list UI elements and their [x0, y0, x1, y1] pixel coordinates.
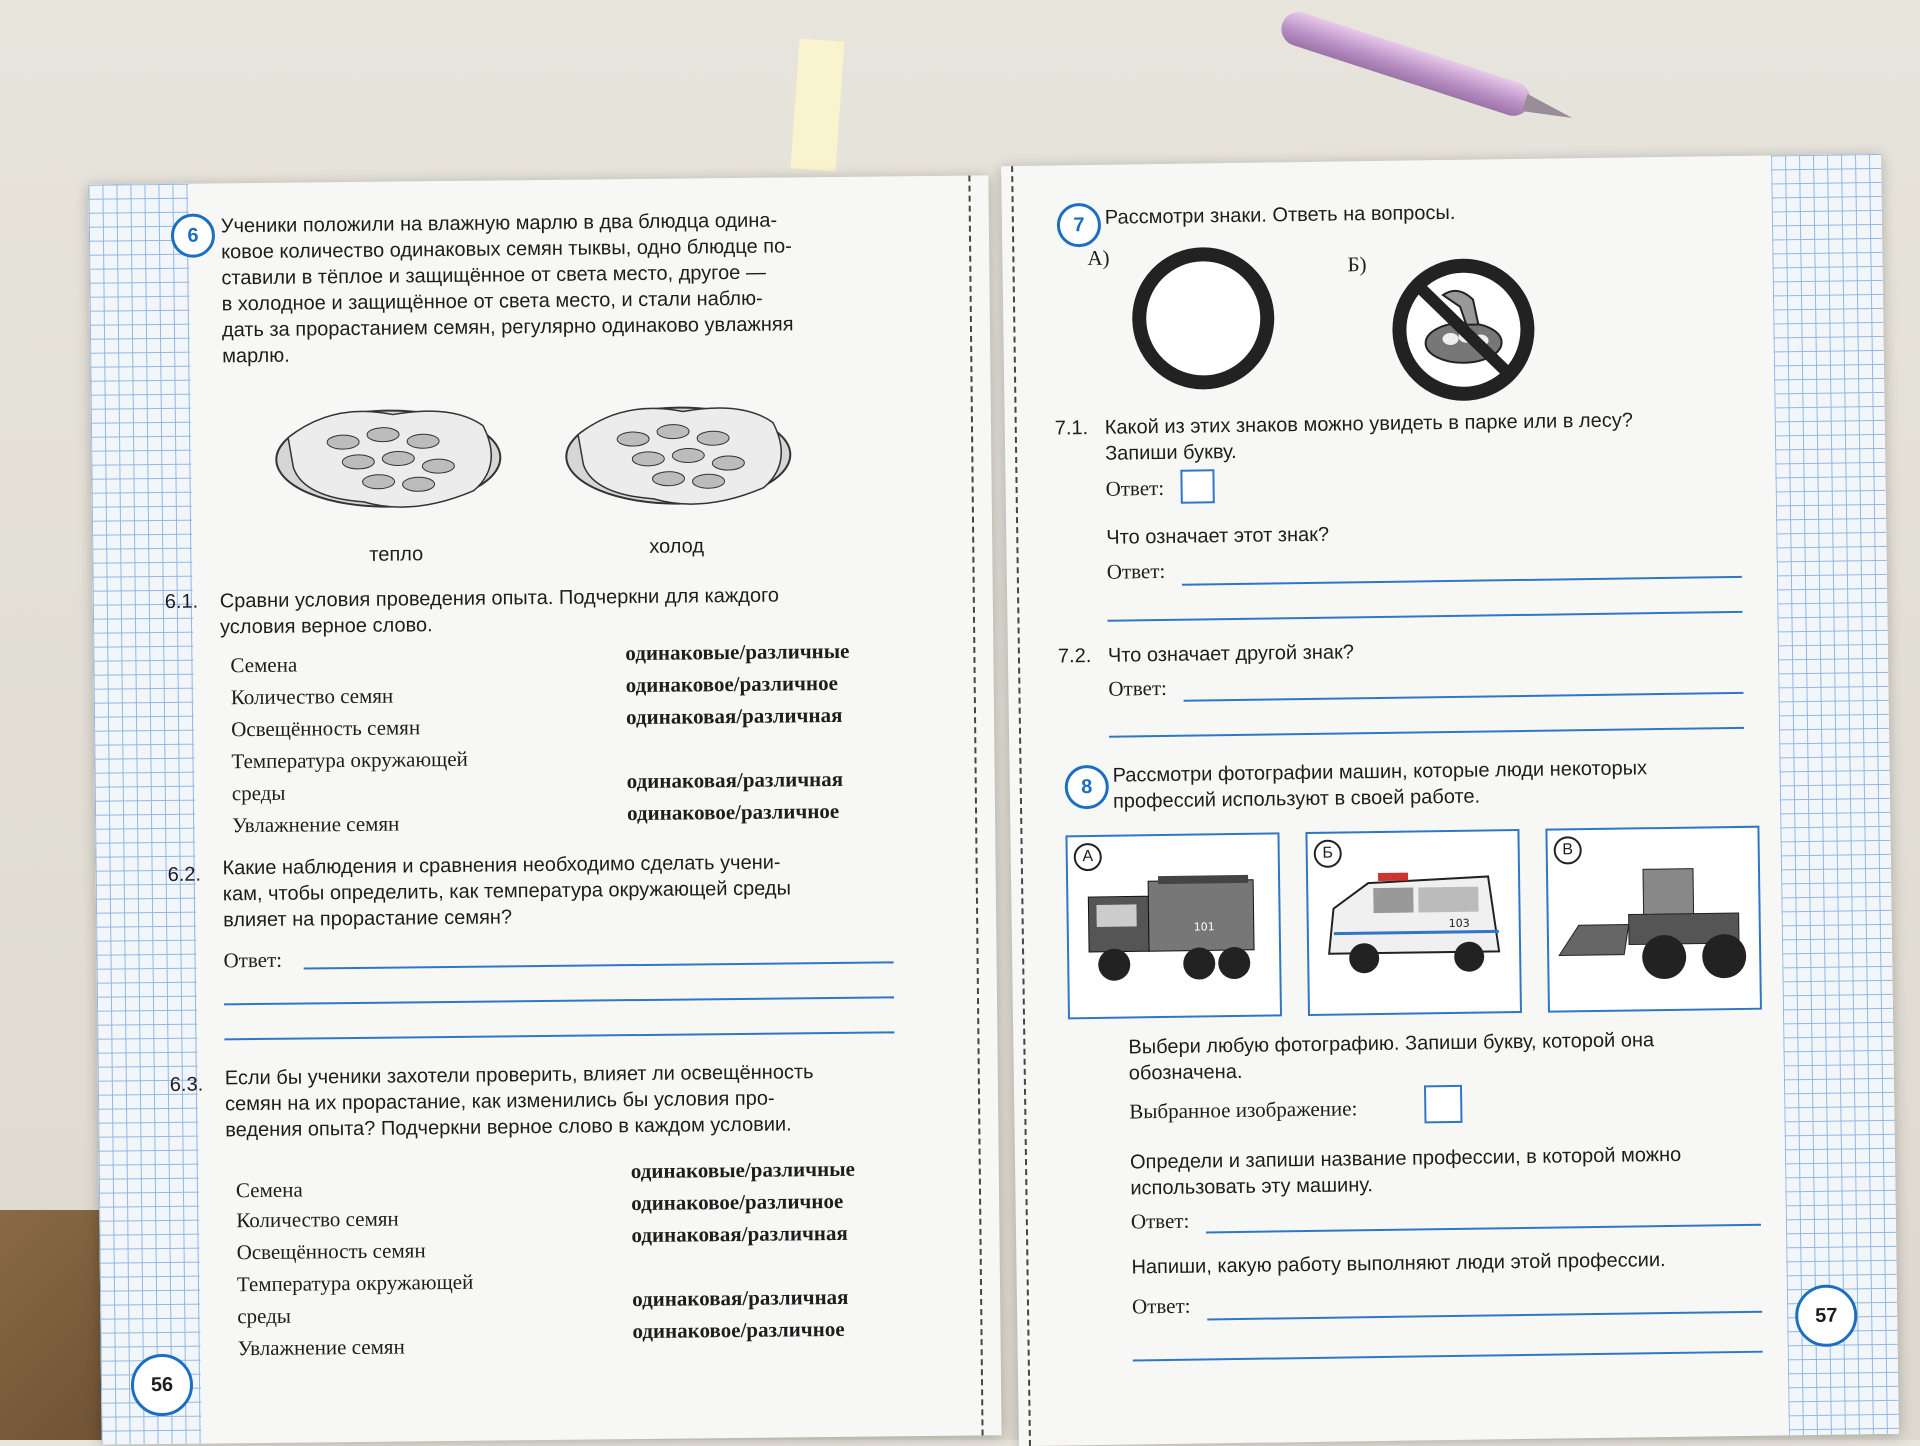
q63-row-options[interactable]: одинаковая/различная: [631, 1220, 848, 1248]
q63-text: Если бы ученики захотели проверить, влияет ли освещённость семян на их прорастание, как изменились бы условия про- ведения опыта? Подчеркни верное слово в каждом условии.: [224, 1061, 814, 1142]
q61-row-options[interactable]: одинаковая/различная: [626, 766, 844, 794]
q61-row-options[interactable]: одинаковая/различная: [625, 702, 843, 730]
q72-number: 7.2.: [1057, 644, 1092, 668]
q71-answer-line-2[interactable]: [1107, 611, 1742, 622]
q71-text: Какой из этих знаков можно увидеть в парке или в лесу? Запиши букву.: [1104, 409, 1634, 465]
q61-row-label: Семена: [230, 652, 298, 678]
left-margin-grid: [88, 184, 201, 1445]
work-answer-line-1[interactable]: [1207, 1311, 1762, 1321]
q63-row-options[interactable]: одинаковые/различные: [630, 1156, 855, 1184]
task-7-number: 7: [1057, 203, 1102, 248]
sign-a-empty-circle-icon: [1127, 242, 1279, 394]
task-6-number: 6: [171, 213, 215, 257]
seed-dishes-illustration: [273, 392, 794, 537]
q61-row-options[interactable]: одинаковое/различное: [625, 670, 838, 698]
q62-answer-line-3[interactable]: [224, 1031, 894, 1040]
chosen-image-label: Выбранное изображение:: [1129, 1096, 1358, 1124]
label-cold: холод: [649, 535, 705, 558]
q62-answer-label: Ответ:: [223, 947, 283, 973]
q71-sub-answer-label: Ответ:: [1106, 558, 1166, 584]
right-margin-grid: [1771, 154, 1899, 1435]
right-page: [1001, 154, 1899, 1446]
sign-b-no-nest-icon: [1387, 254, 1539, 406]
q72-answer-label: Ответ:: [1108, 675, 1168, 701]
task-7-title: Рассмотри знаки. Ответь на вопросы.: [1104, 201, 1456, 229]
q62-answer-line-1[interactable]: [304, 961, 894, 969]
q71-sub-text: Что означает этот знак?: [1106, 523, 1330, 549]
photo-a-fire-truck[interactable]: А 101: [1065, 832, 1282, 1019]
task-6-text: Ученики положили на влажную марлю в два блюдца одина- ковое количество одинаковых семян тыквы, одно блюдце по- ставили в тёплое и защищённое от света место, другое — в холодное и защищённое от света место, и стали наблю- дать за прорастанием семян, регулярно одинаково увлажняя марлю.: [220, 209, 794, 368]
profession-answer-line[interactable]: [1206, 1224, 1761, 1234]
sign-b-label: Б): [1347, 252, 1367, 277]
label-warm: тепло: [369, 543, 424, 566]
q61-number: 6.1.: [164, 590, 199, 613]
q63-row-options[interactable]: одинаковая/различная: [632, 1284, 849, 1312]
q63-row-label: Количество семян: [236, 1206, 399, 1233]
work-answer-label: Ответ:: [1131, 1293, 1191, 1319]
left-page: [88, 175, 1001, 1444]
q62-text: Какие наблюдения и сравнения необходимо сделать учени- кам, чтобы определить, как температура окружающей среды влияет на прорастание семян?: [222, 851, 791, 932]
chosen-image-box[interactable]: [1424, 1085, 1463, 1124]
q62-number: 6.2.: [167, 863, 202, 886]
pen-icon: [1271, 0, 1594, 156]
q63-row-options[interactable]: одинаковое/различное: [632, 1316, 845, 1344]
choose-photo-text: Выбери любую фотографию. Запиши букву, которой она обозначена.: [1128, 1029, 1655, 1085]
sign-a-label: А): [1087, 245, 1110, 271]
work-answer-line-2[interactable]: [1133, 1351, 1763, 1362]
q61-row-options[interactable]: одинаковые/различные: [625, 638, 850, 666]
photo-v-loader[interactable]: В: [1545, 826, 1762, 1013]
q61-text: Сравни условия проведения опыта. Подчеркни для каждого условия верное слово.: [219, 584, 780, 639]
tape-strip: [791, 39, 845, 172]
q61-row-label: Количество семян: [230, 683, 394, 710]
page-number-left: 56: [131, 1354, 194, 1417]
task-8-number: 8: [1064, 765, 1109, 810]
profession-answer-label: Ответ:: [1130, 1208, 1190, 1234]
q61-row-label: Температура окружающей: [231, 746, 468, 774]
q71-number: 7.1.: [1054, 417, 1089, 440]
warm-dish-icon: [276, 409, 501, 508]
profession-text: Определи и запиши название профессии, в которой можно использовать эту машину.: [1129, 1143, 1682, 1200]
q63-row-label: Семена: [235, 1177, 303, 1203]
q63-number: 6.3.: [169, 1073, 204, 1096]
q61-row-label-cont: среды: [231, 780, 286, 806]
q72-answer-line-2[interactable]: [1109, 727, 1744, 738]
q63-row-label-cont: среды: [237, 1303, 292, 1329]
cold-dish-icon: [566, 406, 791, 505]
q63-row-label: Температура окружающей: [236, 1269, 474, 1297]
q61-row-label: Увлажнение семян: [232, 811, 400, 838]
q61-row-label: Освещённость семян: [231, 715, 421, 742]
photo-b-ambulance[interactable]: Б 103: [1305, 829, 1522, 1016]
cut-line: [968, 176, 983, 1436]
q61-row-options[interactable]: одинаковое/различное: [626, 798, 840, 826]
ambulance-number: 103: [1448, 916, 1470, 931]
q62-answer-line-2[interactable]: [224, 996, 894, 1005]
q71-answer-line-1[interactable]: [1182, 576, 1742, 586]
q71-answer-label: Ответ:: [1105, 475, 1165, 501]
q71-answer-box[interactable]: [1180, 469, 1214, 503]
page-number-right: 57: [1795, 1284, 1858, 1347]
cut-line: [1011, 166, 1031, 1446]
q63-row-label: Увлажнение семян: [237, 1334, 405, 1361]
work-text: Напиши, какую работу выполняют люди этой профессии.: [1131, 1249, 1666, 1279]
fire-truck-number: 101: [1193, 920, 1215, 934]
task-8-text: Рассмотри фотографии машин, которые люди некоторых профессий используют в своей работе.: [1112, 757, 1648, 813]
q72-text: Что означает другой знак?: [1107, 641, 1355, 667]
q63-row-options[interactable]: одинаковое/различное: [630, 1188, 844, 1216]
q63-row-label: Освещённость семян: [236, 1238, 426, 1265]
q72-answer-line-1[interactable]: [1184, 692, 1744, 702]
